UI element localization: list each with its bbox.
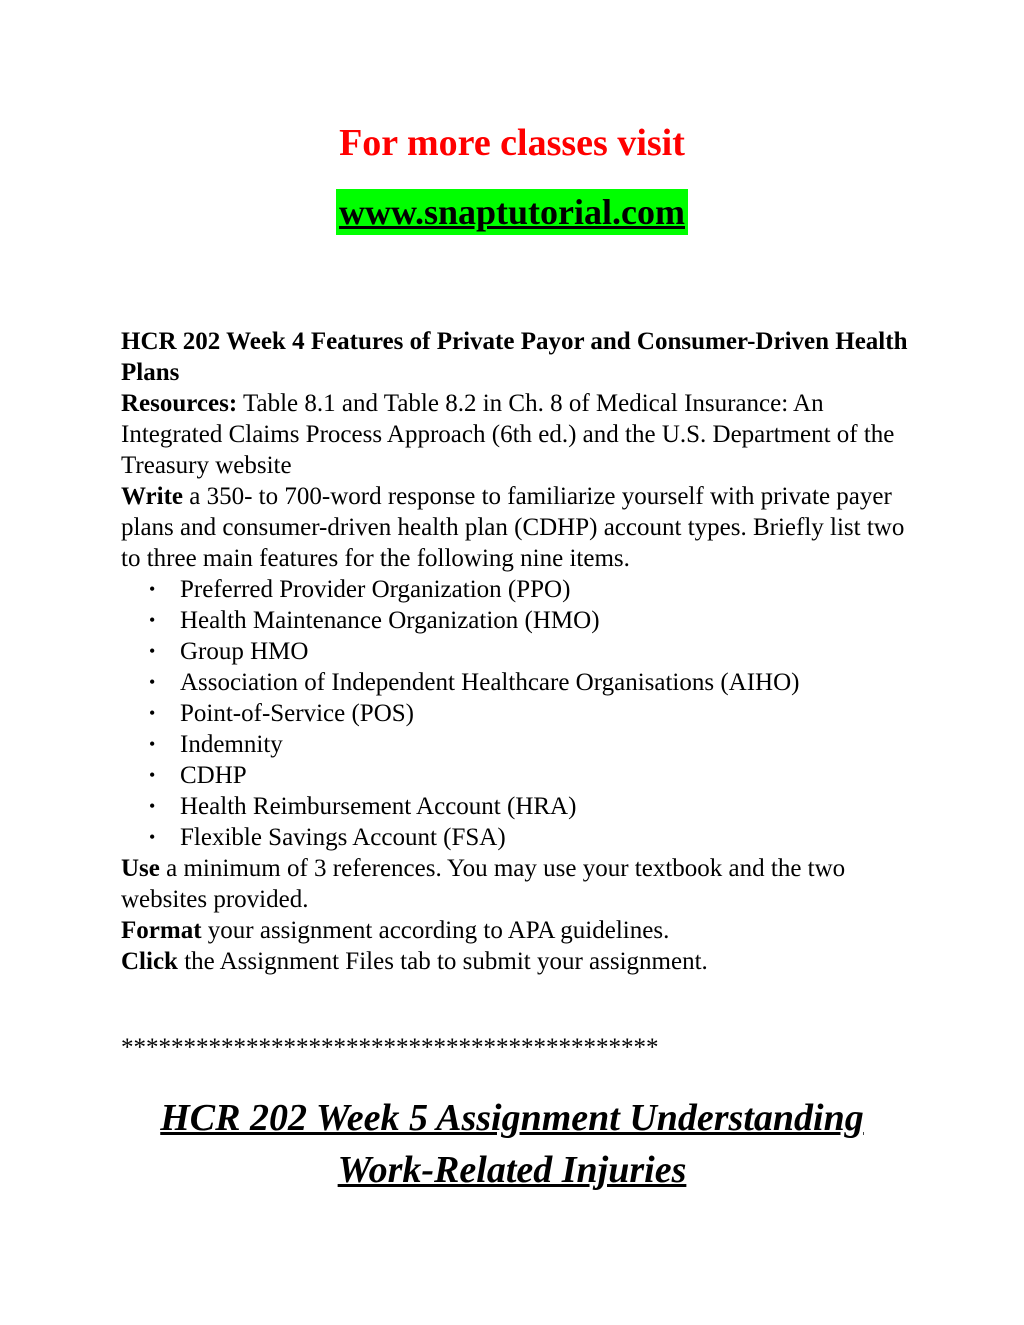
use-text: a minimum of 3 references. You may use your textbook and the two websites provided. <box>121 855 846 913</box>
next-title-line-2: Work-Related Injuries <box>337 1149 687 1191</box>
click-lead: Click <box>121 948 178 975</box>
assignment-title: HCR 202 Week 4 Features of Private Payor and Consumer-Driven Health Plans <box>121 328 908 386</box>
bullet-icon: • <box>149 641 156 661</box>
bullet-icon: • <box>149 796 156 816</box>
write-paragraph <box>121 481 911 574</box>
click-text: the Assignment Files tab to submit your assignment. <box>177 948 708 975</box>
resources-paragraph <box>121 388 911 481</box>
site-link-container <box>0 189 1024 235</box>
bullet-icon: • <box>149 579 156 599</box>
list-item-label: CDHP <box>180 762 247 789</box>
list-item-label: Preferred Provider Organization (PPO) <box>180 576 571 603</box>
bullet-icon: • <box>149 703 156 723</box>
list-item <box>121 605 911 636</box>
list-item <box>121 822 911 853</box>
bullet-icon: • <box>149 672 156 692</box>
bullet-icon: • <box>149 765 156 785</box>
format-paragraph <box>121 915 911 946</box>
bullet-icon: • <box>149 610 156 630</box>
write-text: a 350- to 700-word response to familiarize yourself with private payer plans and consumer-driven health plan (CDHP) account types. Briefly list two to three main features for the following nine items. <box>121 483 905 572</box>
list-item <box>121 791 911 822</box>
list-item <box>121 574 911 605</box>
list-item <box>121 760 911 791</box>
list-item <box>121 698 911 729</box>
format-lead: Format <box>121 917 202 944</box>
list-item-label: Health Maintenance Organization (HMO) <box>180 607 600 634</box>
list-item-label: Health Reimbursement Account (HRA) <box>180 793 577 820</box>
separator-line: ******************************************* <box>121 1034 659 1061</box>
bullet-icon: • <box>149 734 156 754</box>
resources-text: Table 8.1 and Table 8.2 in Ch. 8 of Medical Insurance: An Integrated Claims Process Approach (6th ed.) and the U.S. Department of the Treasury website <box>121 390 895 479</box>
assignment-body <box>121 326 911 977</box>
list-item-label: Association of Independent Healthcare Organisations (AIHO) <box>180 669 800 696</box>
bullet-icon: • <box>149 827 156 847</box>
site-link[interactable]: www.snaptutorial.com <box>336 189 688 235</box>
visit-heading: For more classes visit <box>339 122 685 164</box>
next-title-line-1: HCR 202 Week 5 Assignment Understanding <box>160 1097 864 1139</box>
list-item <box>121 729 911 760</box>
resources-lead: Resources: <box>121 390 238 417</box>
list-item-label: Group HMO <box>180 638 309 665</box>
use-lead: Use <box>121 855 160 882</box>
format-text: your assignment according to APA guidelines. <box>201 917 670 944</box>
write-lead: Write <box>121 483 184 510</box>
list-item-label: Indemnity <box>180 731 283 758</box>
list-item-label: Flexible Savings Account (FSA) <box>180 824 506 851</box>
next-assignment-title <box>0 1092 1024 1196</box>
list-item-label: Point-of-Service (POS) <box>180 700 414 727</box>
features-list <box>121 574 911 853</box>
click-paragraph <box>121 946 911 977</box>
list-item <box>121 636 911 667</box>
list-item <box>121 667 911 698</box>
use-paragraph <box>121 853 911 915</box>
